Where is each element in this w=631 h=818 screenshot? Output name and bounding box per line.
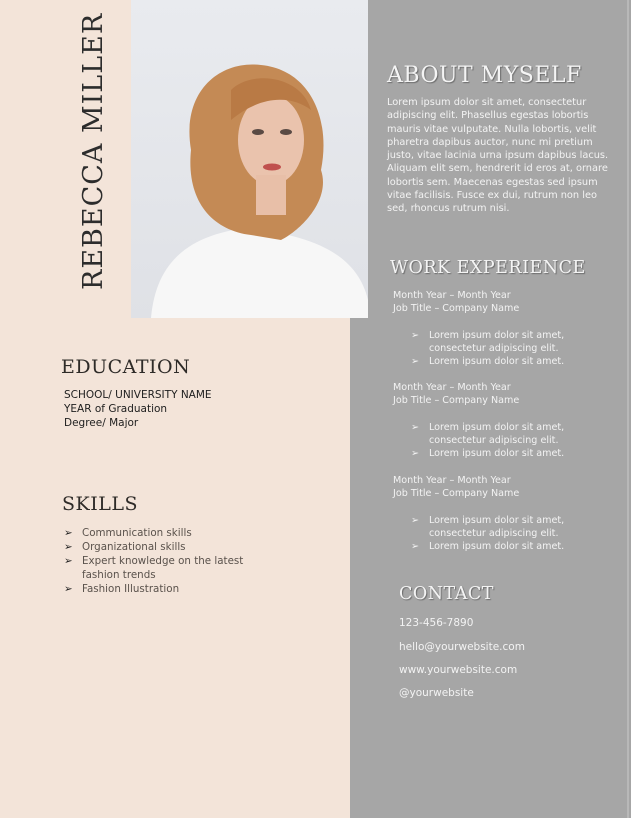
skills-list	[64, 526, 264, 596]
work-dates: Month Year – Month Year	[393, 290, 511, 301]
work-role: Job Title – Company Name	[393, 395, 520, 406]
education-title: EDUCATION	[61, 356, 191, 378]
skill-item: Fashion Illustration	[82, 583, 180, 595]
arrow-bullet-icon: ➢	[64, 541, 73, 553]
skills-title: SKILLS	[62, 493, 138, 515]
contact-email-link[interactable]: hello@yourwebsite.com	[399, 641, 525, 653]
work-bullet: Lorem ipsum dolor sit amet, consectetur adipiscing elit.	[429, 422, 565, 446]
education-year: YEAR of Graduation	[64, 403, 168, 415]
work-entry	[393, 289, 613, 381]
work-bullet: Lorem ipsum dolor sit amet, consectetur adipiscing elit.	[429, 515, 565, 539]
about-title: ABOUT MYSELF	[387, 63, 582, 88]
work-dates: Month Year – Month Year	[393, 382, 511, 393]
arrow-bullet-icon: ➢	[411, 515, 420, 526]
work-title: WORK EXPERIENCE	[390, 258, 586, 278]
contact-website-link[interactable]: www.yourwebsite.com	[399, 664, 518, 676]
work-role: Job Title – Company Name	[393, 488, 520, 499]
contact-title: CONTACT	[399, 584, 494, 604]
arrow-bullet-icon: ➢	[411, 448, 420, 459]
profile-photo	[131, 0, 368, 318]
about-body: Lorem ipsum dolor sit amet, consectetur adipiscing elit. Phasellus egestas lobortis mauris vitae vulputate. Nulla lobortis, velit pharetra dapibus auctor, nunc mi pretium justo, vitae lacinia urna ipsum dapibus lacus. Aliquam elit sem, hendrerit id eros at, ornare lobortis sem. Maecenas egestas sed ipsum vitae facilisis. Fusce ex dui, rutrum non leo sed, rhoncus rutrum nisi.	[387, 97, 609, 215]
arrow-bullet-icon: ➢	[64, 583, 73, 595]
education-school: SCHOOL/ UNIVERSITY NAME	[64, 389, 212, 401]
arrow-bullet-icon: ➢	[411, 422, 420, 433]
arrow-bullet-icon: ➢	[64, 555, 73, 567]
contact-phone: 123-456-7890	[399, 617, 474, 629]
work-dates: Month Year – Month Year	[393, 475, 511, 486]
education-details	[64, 388, 212, 430]
arrow-bullet-icon: ➢	[411, 356, 420, 367]
skill-item: Organizational skills	[82, 541, 186, 553]
work-bullet: Lorem ipsum dolor sit amet.	[429, 356, 565, 367]
arrow-bullet-icon: ➢	[64, 527, 73, 539]
contact-social: @yourwebsite	[399, 687, 474, 699]
candidate-name: REBECCA MILLER	[78, 12, 109, 290]
work-bullet: Lorem ipsum dolor sit amet.	[429, 448, 565, 459]
work-entry	[393, 381, 613, 474]
work-list	[393, 289, 613, 553]
work-bullet: Lorem ipsum dolor sit amet.	[429, 541, 565, 552]
education-degree: Degree/ Major	[64, 417, 139, 429]
skill-item: Communication skills	[82, 527, 192, 539]
arrow-bullet-icon: ➢	[411, 541, 420, 552]
arrow-bullet-icon: ➢	[411, 330, 420, 341]
page-edge	[627, 0, 629, 818]
work-entry	[393, 474, 613, 553]
skill-item: Expert knowledge on the latest fashion trends	[82, 555, 244, 581]
work-role: Job Title – Company Name	[393, 303, 520, 314]
work-bullet: Lorem ipsum dolor sit amet, consectetur adipiscing elit.	[429, 330, 565, 354]
